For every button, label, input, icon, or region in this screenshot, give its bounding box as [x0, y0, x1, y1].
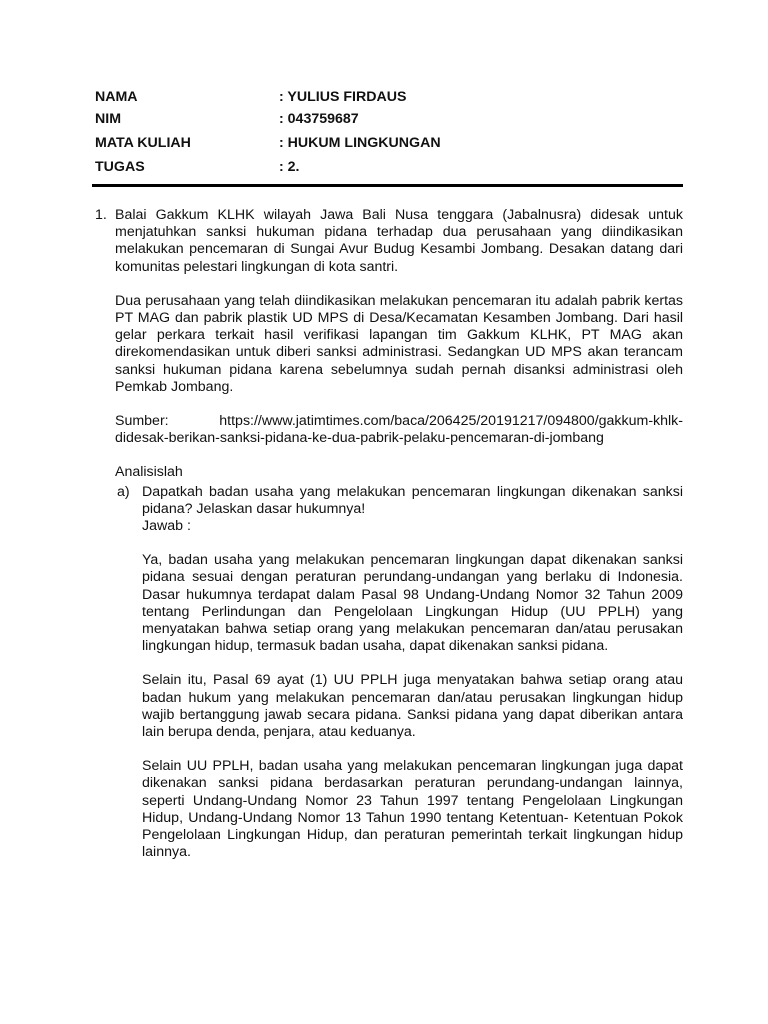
- header-row-tugas: [95, 156, 685, 178]
- student-info-header: [95, 86, 685, 178]
- header-value: : 043759687: [279, 111, 359, 127]
- header-row-mata-kuliah: [95, 132, 685, 154]
- answer-label: Jawab :: [142, 518, 191, 535]
- sub-question-letter: a): [117, 483, 130, 500]
- document-body: [95, 207, 683, 879]
- sub-question-a: [115, 484, 683, 879]
- header-value: : 2.: [279, 159, 300, 175]
- header-label: TUGAS: [95, 159, 145, 175]
- sub-question-text: Dapatkah badan usaha yang melakukan pencemaran lingkungan dikenakan sanksi pidana? Jelaskan dasar hukumnya!: [142, 483, 683, 517]
- header-row-nama: [95, 86, 685, 108]
- source-url[interactable]: https://www.jatimtimes.com/baca/206425/20191217/094800/gakkum-khlk-didesak-berikan-sanksi-pidana-ke-dua-pabrik-pelaku-pencemaran-di-jombang: [115, 413, 683, 447]
- source-label: Sumber:: [115, 413, 169, 430]
- header-value: : YULIUS FIRDAUS: [279, 89, 407, 105]
- source-citation: [115, 413, 683, 447]
- header-row-nim: [95, 108, 685, 130]
- header-label: NAMA: [95, 89, 138, 105]
- header-label: NIM: [95, 111, 122, 127]
- answer-paragraph: Selain itu, Pasal 69 ayat (1) UU PPLH juga menyatakan bahwa setiap orang atau badan hukum yang melakukan pencemaran dan/atau perusakan lingkungan hidup wajib bertanggung jawab secara pidana. Sanksi pidana yang dapat diberikan antara lain berupa denda, penjara, atau keduanya.: [142, 672, 683, 741]
- header-label: MATA KULIAH: [95, 135, 191, 151]
- question-item: [95, 207, 683, 879]
- question-number: 1.: [95, 207, 107, 223]
- header-divider: [92, 184, 683, 187]
- question-detail: Dua perusahaan yang telah diindikasikan melakukan pencemaran itu adalah pabrik kertas PT MAG dan pabrik plastik UD MPS di Desa/Kecamatan Kesamben Jombang. Dari hasil gelar perkara terkait hasil verifikasi lapangan tim Gakkum KLHK, PT MAG akan direkomendasikan untuk diberi sanksi administrasi. Sedangkan UD MPS akan terancam sanksi hukuman pidana karena sebelumnya sudah pernah disanksi administrasi oleh Pemkab Jombang.: [115, 292, 683, 395]
- answer-paragraph: Selain UU PPLH, badan usaha yang melakukan pencemaran lingkungan juga dapat dikenakan sanksi pidana berdasarkan peraturan perundang-undangan lainnya, seperti Undang-Undang Nomor 23 Tahun 1997 tentang Pengelolaan Lingkungan Hidup, Undang-Undang Nomor 13 Tahun 1990 tentang Ketentuan- Ketentuan Pokok Pengelolaan Lingkungan Hidup, dan peraturan pemerintah terkait lingkungan hidup lainnya.: [142, 758, 683, 861]
- sub-question-content: [142, 484, 683, 879]
- answer-paragraph: Ya, badan usaha yang melakukan pencemaran lingkungan dapat dikenakan sanksi pidana sesuai dengan peraturan perundang-undangan yang berlaku di Indonesia. Dasar hukumnya terdapat dalam Pasal 98 Undang-Undang Nomor 32 Tahun 2009 tentang Perlindungan dan Pengelolaan Lingkungan Hidup (UU PPLH) yang menyatakan bahwa setiap orang yang melakukan pencemaran dan/atau perusakan lingkungan hidup, termasuk badan usaha, dapat dikenakan sanksi pidana.: [142, 552, 683, 655]
- instruction: Analisislah: [115, 464, 183, 481]
- answer-block: [142, 552, 683, 861]
- question-intro: Balai Gakkum KLHK wilayah Jawa Bali Nusa tenggara (Jabalnusra) didesak untuk menjatuhkan sanksi hukuman pidana terhadap dua perusahaan yang diindikasikan melakukan pencemaran di Sungai Avur Budug Kesambi Jombang. Desakan datang dari komunitas pelestari lingkungan di kota santri.: [115, 207, 683, 275]
- question-content: [115, 207, 683, 879]
- header-value: : HUKUM LINGKUNGAN: [279, 135, 441, 151]
